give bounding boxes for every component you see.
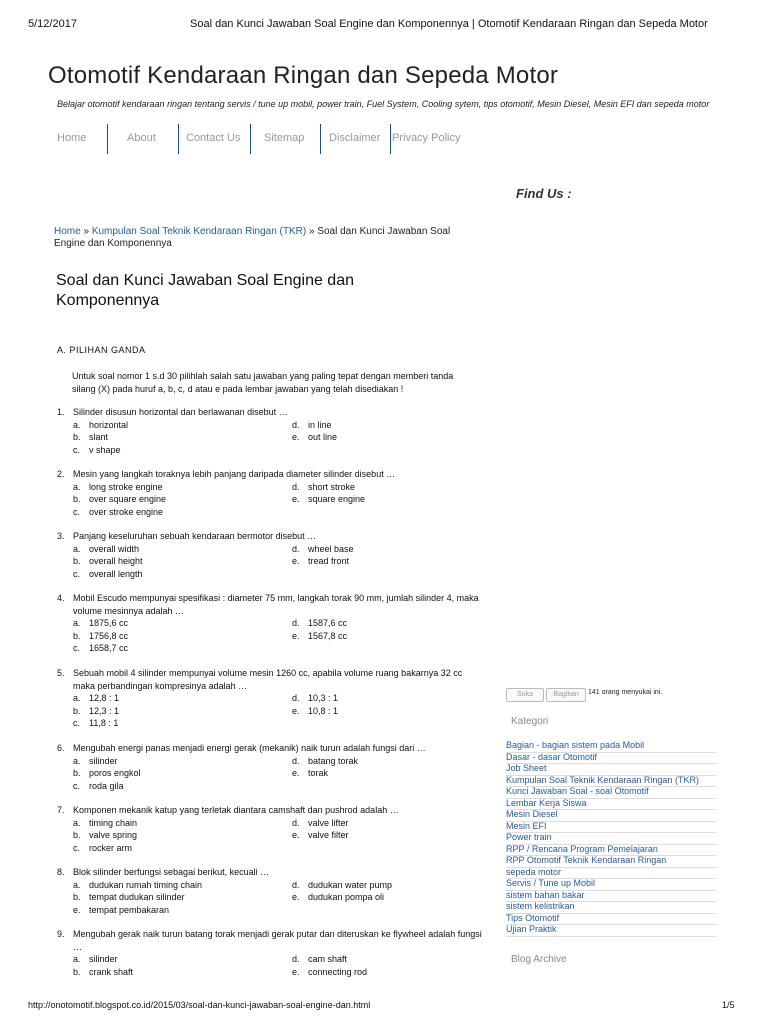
- option-letter: b.: [73, 432, 81, 442]
- answer-option: [73, 842, 132, 855]
- question-text: Mengubah energi panas menjadi energi gerak (mekanik) naik turun adalah fungsi dari …: [73, 743, 426, 753]
- option-text: rocker arm: [89, 842, 133, 853]
- option-text: in line: [308, 419, 332, 430]
- option-letter: c.: [73, 718, 81, 728]
- nav-divider: [250, 124, 251, 154]
- answer-option: [73, 555, 143, 568]
- option-letter: c.: [73, 568, 81, 579]
- answer-option: [73, 891, 185, 904]
- breadcrumb-home[interactable]: Home: [54, 226, 81, 237]
- answer-option: [73, 630, 128, 643]
- question-text: Mobil Escudo mempunyai spesifikasi : diameter 75 mm, langkah torak 90 mm, jumlah silinder 4, maka volume mesinnya adalah …: [73, 593, 479, 616]
- option-letter: d.: [292, 543, 300, 554]
- section-heading: A. PILIHAN GANDA: [57, 345, 146, 355]
- nav-home[interactable]: Home: [57, 132, 87, 144]
- answer-option: [73, 568, 143, 581]
- nav-about[interactable]: About: [127, 132, 156, 144]
- nav-divider: [320, 124, 321, 154]
- question-number: 6.: [57, 743, 65, 753]
- breadcrumb-current: Soal dan Kunci Jawaban Soal Engine dan Komponennya: [54, 226, 451, 249]
- option-letter: c.: [73, 780, 81, 791]
- option-letter: b.: [73, 768, 81, 778]
- option-letter: b.: [73, 630, 81, 641]
- option-text: overall length: [89, 568, 143, 579]
- question-number: 7.: [57, 805, 65, 815]
- category-link[interactable]: sistem bahan bakar: [506, 890, 716, 903]
- option-text: roda gila: [89, 780, 124, 791]
- answer-option: [73, 966, 133, 979]
- question-text: Sebuah mobil 4 silinder mempunyai volume mesin 1260 cc, apabila volume ruang bakarnya 32 cc maka perbandingan kompresinya adalah …: [73, 668, 463, 691]
- answer-option: [73, 829, 137, 842]
- option-text: wheel base: [308, 543, 354, 554]
- option-letter: e.: [292, 966, 300, 977]
- find-us-heading: Find Us :: [516, 186, 572, 201]
- blog-archive-heading: Blog Archive: [511, 954, 567, 965]
- option-letter: e.: [292, 768, 300, 778]
- option-text: 12,8 : 1: [89, 693, 120, 703]
- option-text: tread front: [308, 556, 350, 566]
- option-letter: a.: [73, 618, 81, 628]
- nav-disclaimer[interactable]: Disclaimer: [329, 132, 381, 144]
- option-letter: d.: [292, 693, 300, 703]
- option-letter: c.: [73, 643, 81, 653]
- answer-option: [73, 817, 137, 830]
- category-link[interactable]: Kumpulan Soal Teknik Kendaraan Ringan (TKR): [506, 775, 716, 788]
- option-letter: c.: [73, 444, 81, 455]
- nav-divider: [107, 124, 108, 154]
- option-text: silinder: [89, 954, 118, 964]
- answer-option: [292, 817, 349, 830]
- option-text: connecting rod: [308, 966, 368, 977]
- option-letter: c.: [73, 842, 81, 853]
- option-letter: a.: [73, 755, 81, 766]
- like-count-text: 141 orang menyukai ini.: [588, 689, 663, 696]
- answer-option: [73, 493, 166, 506]
- answer-option: [73, 506, 163, 519]
- breadcrumb-category[interactable]: Kumpulan Soal Teknik Kendaraan Ringan (TKR): [91, 226, 307, 237]
- option-text: 1756,8 cc: [89, 630, 129, 641]
- category-link[interactable]: Dasar - dasar Otomotif: [506, 752, 716, 765]
- option-text: crank shaft: [89, 966, 134, 977]
- option-text: cam shaft: [308, 954, 348, 964]
- print-url: http://onotomotif.blogspot.co.id/2015/03/soal-dan-kunci-jawaban-soal-engine-dan.html: [28, 1000, 371, 1010]
- option-text: valve spring: [89, 830, 138, 840]
- answer-option: [73, 879, 202, 892]
- answer-option: [292, 879, 392, 892]
- option-text: v shape: [89, 444, 121, 455]
- option-letter: e.: [292, 892, 300, 902]
- category-link[interactable]: sistem kelistrikan: [506, 901, 716, 914]
- category-link[interactable]: Servis / Tune up Mobil: [506, 878, 716, 891]
- print-page-number: 1/5: [722, 1000, 735, 1010]
- answer-option: [292, 431, 337, 444]
- answer-option: [73, 431, 108, 444]
- option-text: long stroke engine: [89, 481, 163, 492]
- option-letter: a.: [73, 954, 81, 964]
- question-number: 3.: [57, 531, 65, 541]
- answer-option: [73, 755, 118, 768]
- question-text: Mesin yang langkah toraknya lebih panjang daripada diameter silinder disebut …: [73, 469, 396, 479]
- option-text: horizontal: [89, 419, 129, 430]
- option-text: 1567,8 cc: [308, 630, 348, 641]
- site-tagline: Belajar otomotif kendaraan ringan tentang servis / tune up mobil, power train, Fuel System, Cooling sytem, tips otomotif, Mesin Diesel, Mesin EFI dan sepeda motor: [57, 99, 710, 109]
- option-letter: d.: [292, 755, 300, 766]
- answer-option: [292, 617, 347, 630]
- option-letter: e.: [292, 830, 300, 840]
- option-letter: b.: [73, 966, 81, 977]
- nav-divider: [390, 124, 391, 154]
- option-text: valve filter: [308, 830, 349, 840]
- answer-option: [292, 493, 365, 506]
- option-letter: d.: [292, 879, 300, 890]
- category-link[interactable]: Power train: [506, 832, 716, 845]
- answer-option: [292, 543, 354, 556]
- category-link[interactable]: Mesin EFI: [506, 821, 716, 834]
- category-link[interactable]: Job Sheet: [506, 763, 716, 776]
- answer-option: [73, 953, 118, 966]
- answer-option: [292, 555, 349, 568]
- category-link[interactable]: RPP / Rencana Program Pemelajaran: [506, 844, 716, 857]
- category-link[interactable]: RPP Otomotif Teknik Kendaraan Ringan: [506, 855, 716, 868]
- answer-option: [73, 419, 128, 432]
- option-text: tempat pembakaran: [89, 904, 170, 915]
- option-text: silinder: [89, 755, 118, 766]
- answer-option: [292, 891, 384, 904]
- answer-option: [292, 481, 355, 494]
- option-letter: d.: [292, 954, 300, 964]
- option-text: 10,8 : 1: [308, 705, 339, 716]
- question-text: Blok silinder berfungsi sebagai berikut, kecuali …: [73, 867, 270, 877]
- option-letter: e.: [292, 494, 300, 504]
- option-text: dudukan pompa oli: [308, 892, 385, 902]
- option-letter: d.: [292, 618, 300, 628]
- answer-option: [292, 767, 328, 780]
- kategori-heading: Kategori: [511, 716, 549, 727]
- nav-divider: [178, 124, 179, 154]
- question-number: 1.: [57, 407, 65, 417]
- answer-option: [292, 829, 349, 842]
- option-letter: a.: [73, 693, 81, 703]
- answer-option: [73, 780, 124, 793]
- option-text: torak: [308, 768, 329, 778]
- share-button[interactable]: Bagikan: [546, 688, 586, 702]
- option-letter: a.: [73, 543, 81, 554]
- breadcrumb-separator: »: [308, 226, 315, 237]
- question-text: Panjang keseluruhan sebuah kendaraan bermotor disebut …: [73, 531, 317, 541]
- option-text: slant: [89, 432, 109, 442]
- answer-option: [292, 755, 358, 768]
- print-date: 5/12/2017: [28, 18, 77, 30]
- category-link[interactable]: Mesin Diesel: [506, 809, 716, 822]
- option-letter: b.: [73, 494, 81, 504]
- nav-privacy-policy[interactable]: Privacy Policy: [392, 132, 461, 144]
- option-letter: d.: [292, 817, 300, 828]
- option-letter: d.: [292, 419, 300, 430]
- option-text: overall width: [89, 543, 140, 554]
- option-letter: e.: [292, 432, 300, 442]
- question-number: 9.: [57, 929, 65, 939]
- question-number: 4.: [57, 593, 65, 603]
- answer-option: [292, 705, 338, 718]
- option-letter: a.: [73, 419, 81, 430]
- answer-option: [73, 617, 128, 630]
- answer-option: [73, 444, 121, 457]
- question-text: Mengubah gerak naik turun batang torak menjadi gerak putar dan diteruskan ke flywheel adalah fungsi …: [73, 929, 482, 952]
- option-text: 1875,6 cc: [89, 618, 129, 628]
- option-text: 12,3 : 1: [89, 705, 120, 716]
- answer-option: [73, 904, 169, 917]
- instruction-text: Untuk soal nomor 1 s.d 30 pilihlah salah satu jawaban yang paling tepat dengan memberi tanda silang (X) pada huruf a, b, c, d atau e pada lembar jawaban yang telah disediakan !: [72, 371, 454, 394]
- category-link[interactable]: sepeda motor: [506, 867, 716, 880]
- question-number: 8.: [57, 867, 65, 877]
- option-text: timing chain: [89, 817, 138, 828]
- option-letter: a.: [73, 879, 81, 890]
- post-title: Soal dan Kunci Jawaban Soal Engine dan Komponennya: [56, 272, 354, 309]
- option-text: dudukan rumah timing chain: [89, 879, 203, 890]
- site-title[interactable]: Otomotif Kendaraan Ringan dan Sepeda Motor: [48, 62, 559, 89]
- question-text: Silinder disusun horizontal dan berlawanan disebut …: [73, 407, 288, 417]
- breadcrumb-separator: »: [83, 226, 90, 237]
- option-text: square engine: [308, 494, 366, 504]
- main-nav: [48, 124, 468, 154]
- nav-sitemap[interactable]: Sitemap: [264, 132, 305, 144]
- option-letter: b.: [73, 892, 81, 902]
- like-button[interactable]: Suka: [506, 688, 544, 702]
- print-page-title: Soal dan Kunci Jawaban Soal Engine dan Komponennya | Otomotif Kendaraan Ringan dan Sepeda Motor: [190, 18, 708, 30]
- category-link[interactable]: Tips Otomotif: [506, 913, 716, 926]
- option-letter: b.: [73, 705, 81, 716]
- option-letter: d.: [292, 481, 300, 492]
- answer-option: [292, 692, 338, 705]
- option-letter: e.: [73, 904, 81, 915]
- answer-option: [73, 642, 128, 655]
- option-letter: b.: [73, 830, 81, 840]
- option-text: 11,8 : 1: [89, 718, 119, 728]
- question-text: Komponen mekanik katup yang terletak diantara camshaft dan pushrod adalah …: [73, 805, 399, 815]
- option-letter: b.: [73, 556, 81, 566]
- option-text: dudukan water pump: [308, 879, 393, 890]
- option-text: batang torak: [308, 755, 359, 766]
- option-letter: c.: [73, 506, 81, 517]
- option-text: poros engkol: [89, 768, 141, 778]
- answer-option: [292, 630, 347, 643]
- question-number: 5.: [57, 668, 65, 678]
- option-text: valve lifter: [308, 817, 349, 828]
- option-text: tempat dudukan silinder: [89, 892, 185, 902]
- option-text: 1658,7 cc: [89, 643, 129, 653]
- option-text: overall height: [89, 556, 143, 566]
- answer-option: [73, 705, 119, 718]
- option-text: 1587,6 cc: [308, 618, 348, 628]
- category-link[interactable]: Bagian - bagian sistem pada Mobil: [506, 740, 716, 753]
- answer-option: [292, 953, 347, 966]
- option-letter: a.: [73, 481, 81, 492]
- option-letter: e.: [292, 705, 300, 716]
- question-number: 2.: [57, 469, 65, 479]
- option-letter: e.: [292, 630, 300, 641]
- option-text: over stroke engine: [89, 506, 164, 517]
- option-text: over square engine: [89, 494, 167, 504]
- answer-option: [73, 481, 163, 494]
- breadcrumb: [54, 226, 474, 250]
- nav-contact-us[interactable]: Contact Us: [186, 132, 241, 144]
- category-link[interactable]: Lembar Kerja Siswa: [506, 798, 716, 811]
- answer-option: [292, 419, 332, 432]
- answer-option: [73, 717, 118, 730]
- option-text: short stroke: [308, 481, 356, 492]
- option-letter: e.: [292, 556, 300, 566]
- answer-option: [73, 543, 139, 556]
- category-link[interactable]: Ujian Praktik: [506, 924, 716, 937]
- option-text: 10,3 : 1: [308, 693, 339, 703]
- answer-option: [73, 692, 119, 705]
- answer-option: [73, 767, 141, 780]
- option-letter: a.: [73, 817, 81, 828]
- answer-option: [292, 966, 367, 979]
- option-text: out line: [308, 432, 338, 442]
- category-link[interactable]: Kunci Jawaban Soal - soal Otomotif: [506, 786, 716, 799]
